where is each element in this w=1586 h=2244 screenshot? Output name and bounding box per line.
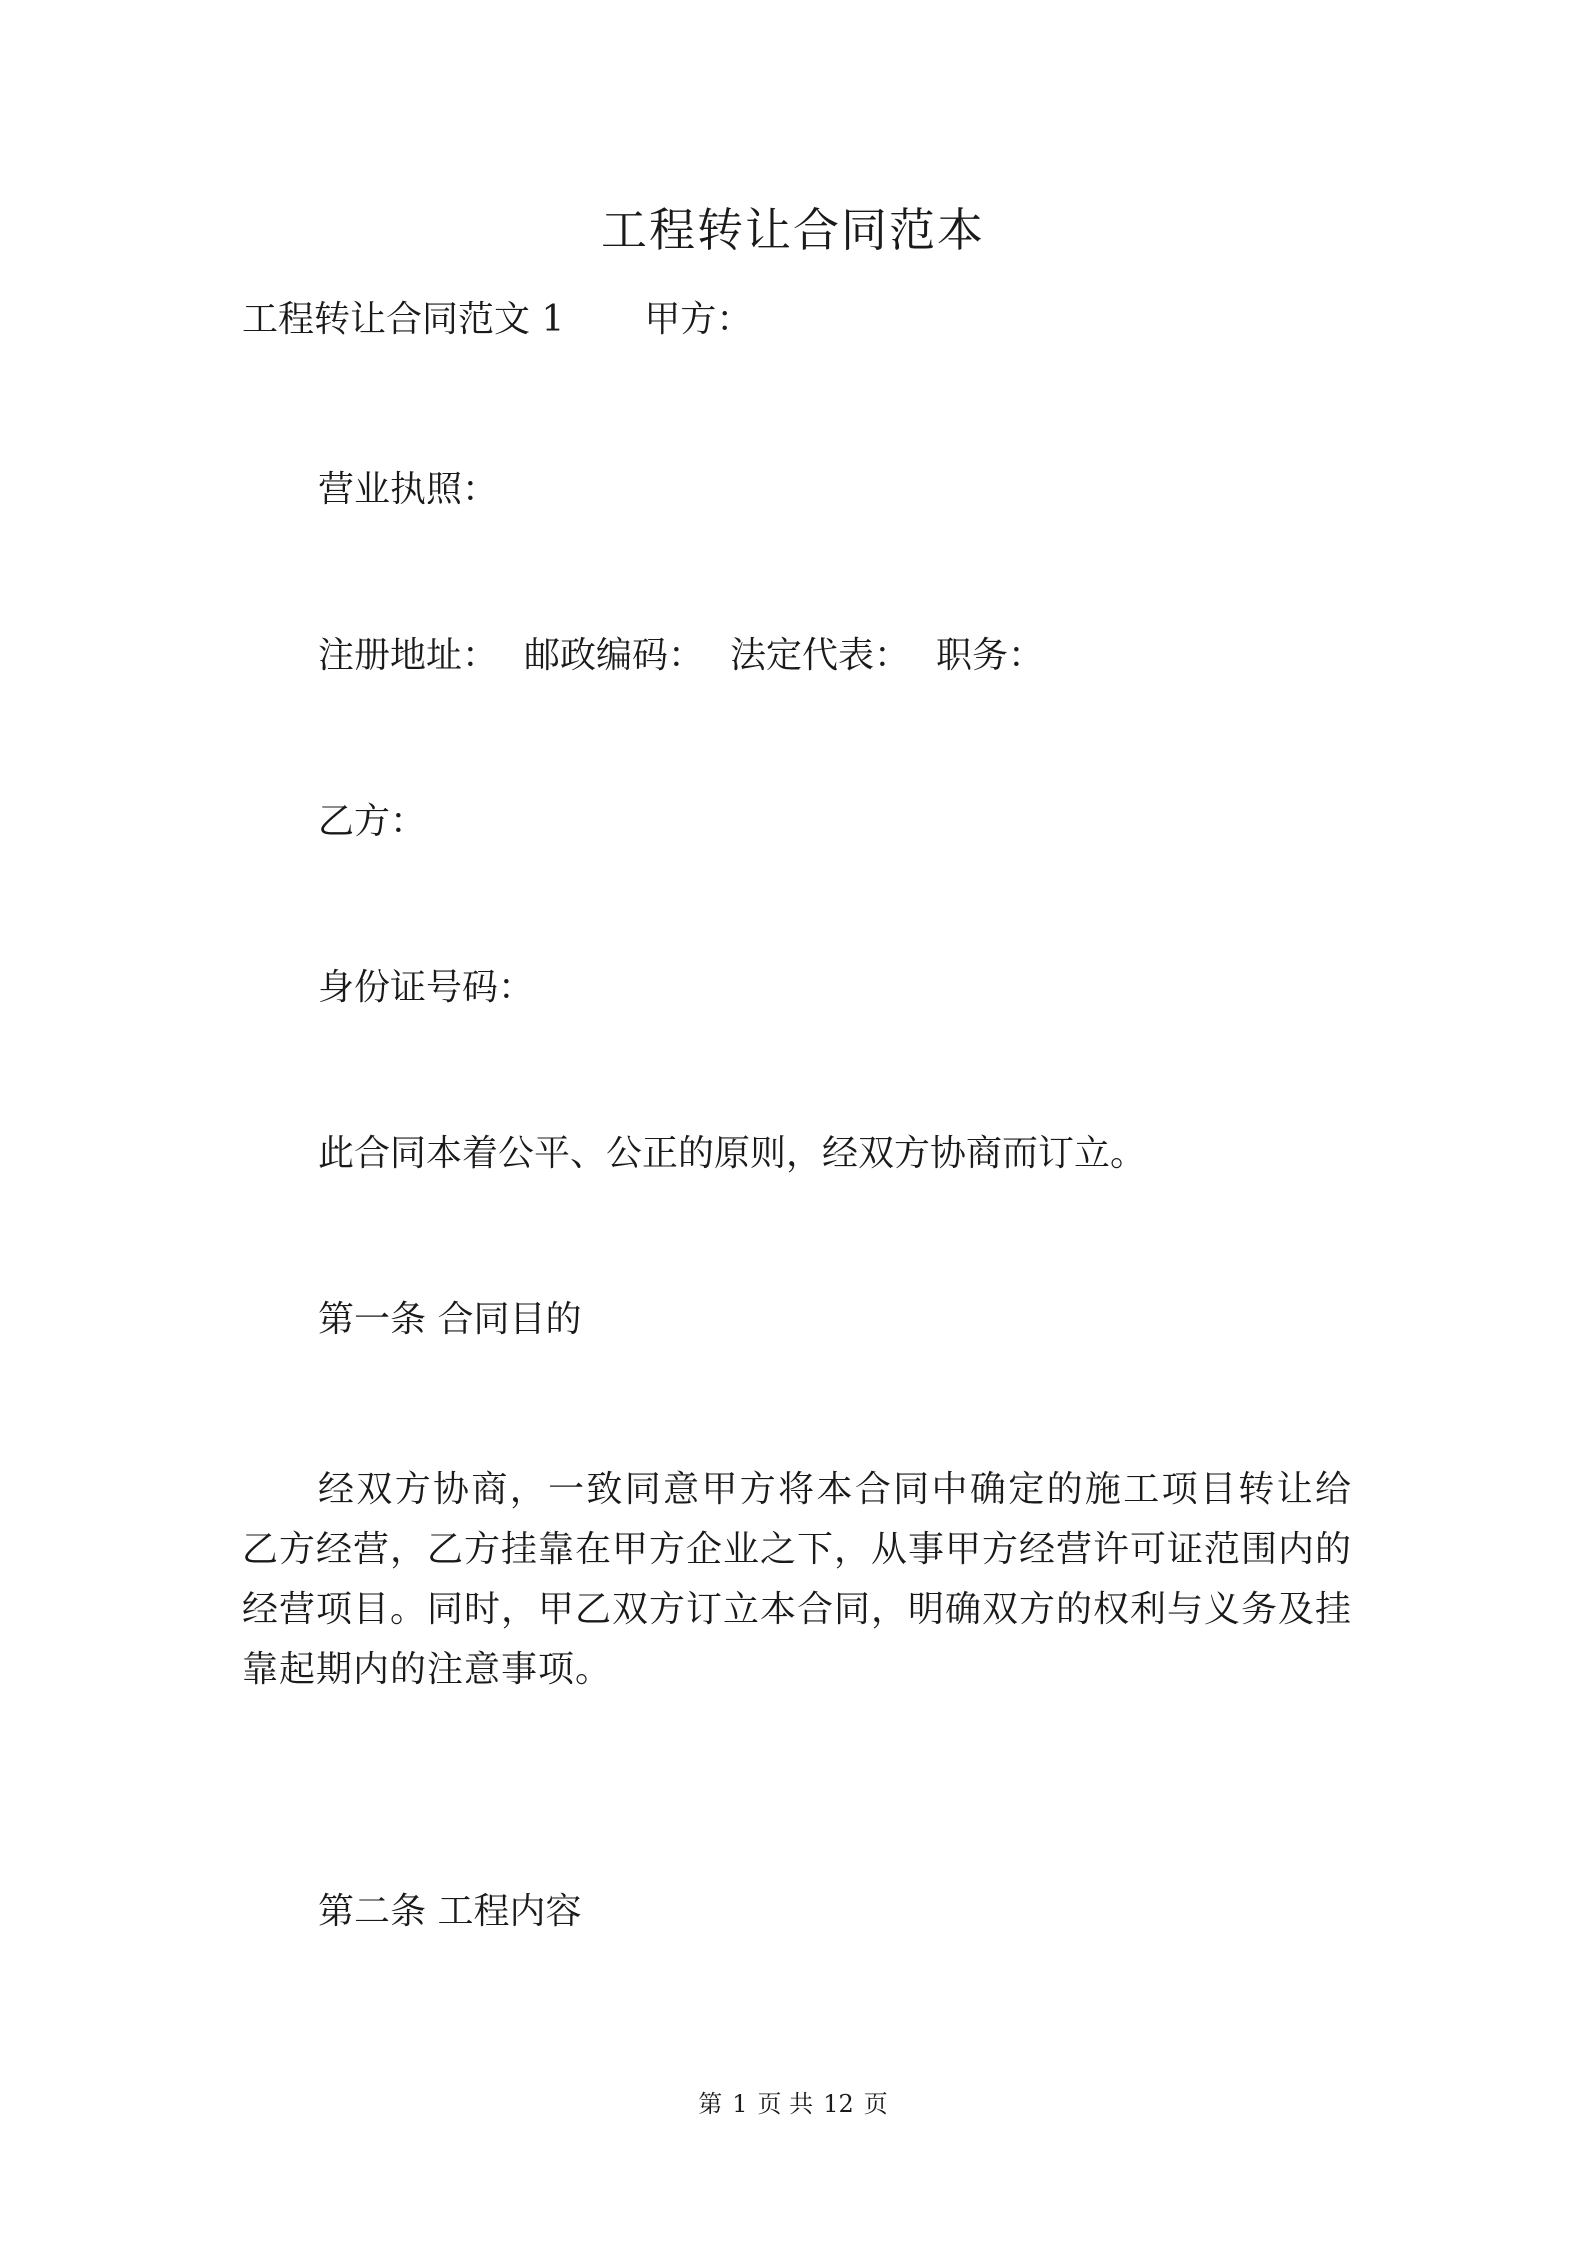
- registered-address-label: 注册地址：: [318, 635, 499, 676]
- document-subtitle: 工程转让合同范文 1: [242, 299, 565, 340]
- article-2-heading: 第二条 工程内容: [318, 1891, 582, 1932]
- party-a-label: 甲方：: [644, 299, 753, 340]
- party-b-label: 乙方：: [318, 801, 427, 842]
- id-number-label: 身份证号码：: [318, 967, 535, 1008]
- footer-middle: 页 共: [757, 2090, 814, 2118]
- footer-current-page: 1: [732, 2090, 748, 2118]
- page-footer: [0, 2088, 1586, 2120]
- footer-suffix: 页: [863, 2090, 888, 2118]
- party-a-fields-line: [318, 630, 1044, 682]
- article-1-heading: 第一条 合同目的: [318, 1299, 582, 1340]
- postal-code-label: 邮政编码：: [524, 635, 705, 676]
- article-1-body: 经双方协商，一致同意甲方将本合同中确定的施工项目转让给乙方经营，乙方挂靠在甲方企业之下，从事甲方经营许可证范围内的经营项目。同时，甲乙双方订立本合同，明确双方的权利与义务及挂靠起期内的注意事项。: [242, 1469, 1353, 1690]
- principle-statement: 此合同本着公平、公正的原则，经双方协商而订立。: [318, 1133, 1147, 1174]
- footer-prefix: 第: [698, 2090, 723, 2118]
- subtitle-line: [242, 294, 752, 346]
- legal-rep-label: 法定代表：: [730, 635, 911, 676]
- footer-total-pages: 12: [823, 2090, 854, 2118]
- business-license-label: 营业执照：: [318, 469, 499, 510]
- document-title: 工程转让合同范本: [601, 203, 985, 257]
- position-label: 职务：: [936, 635, 1045, 676]
